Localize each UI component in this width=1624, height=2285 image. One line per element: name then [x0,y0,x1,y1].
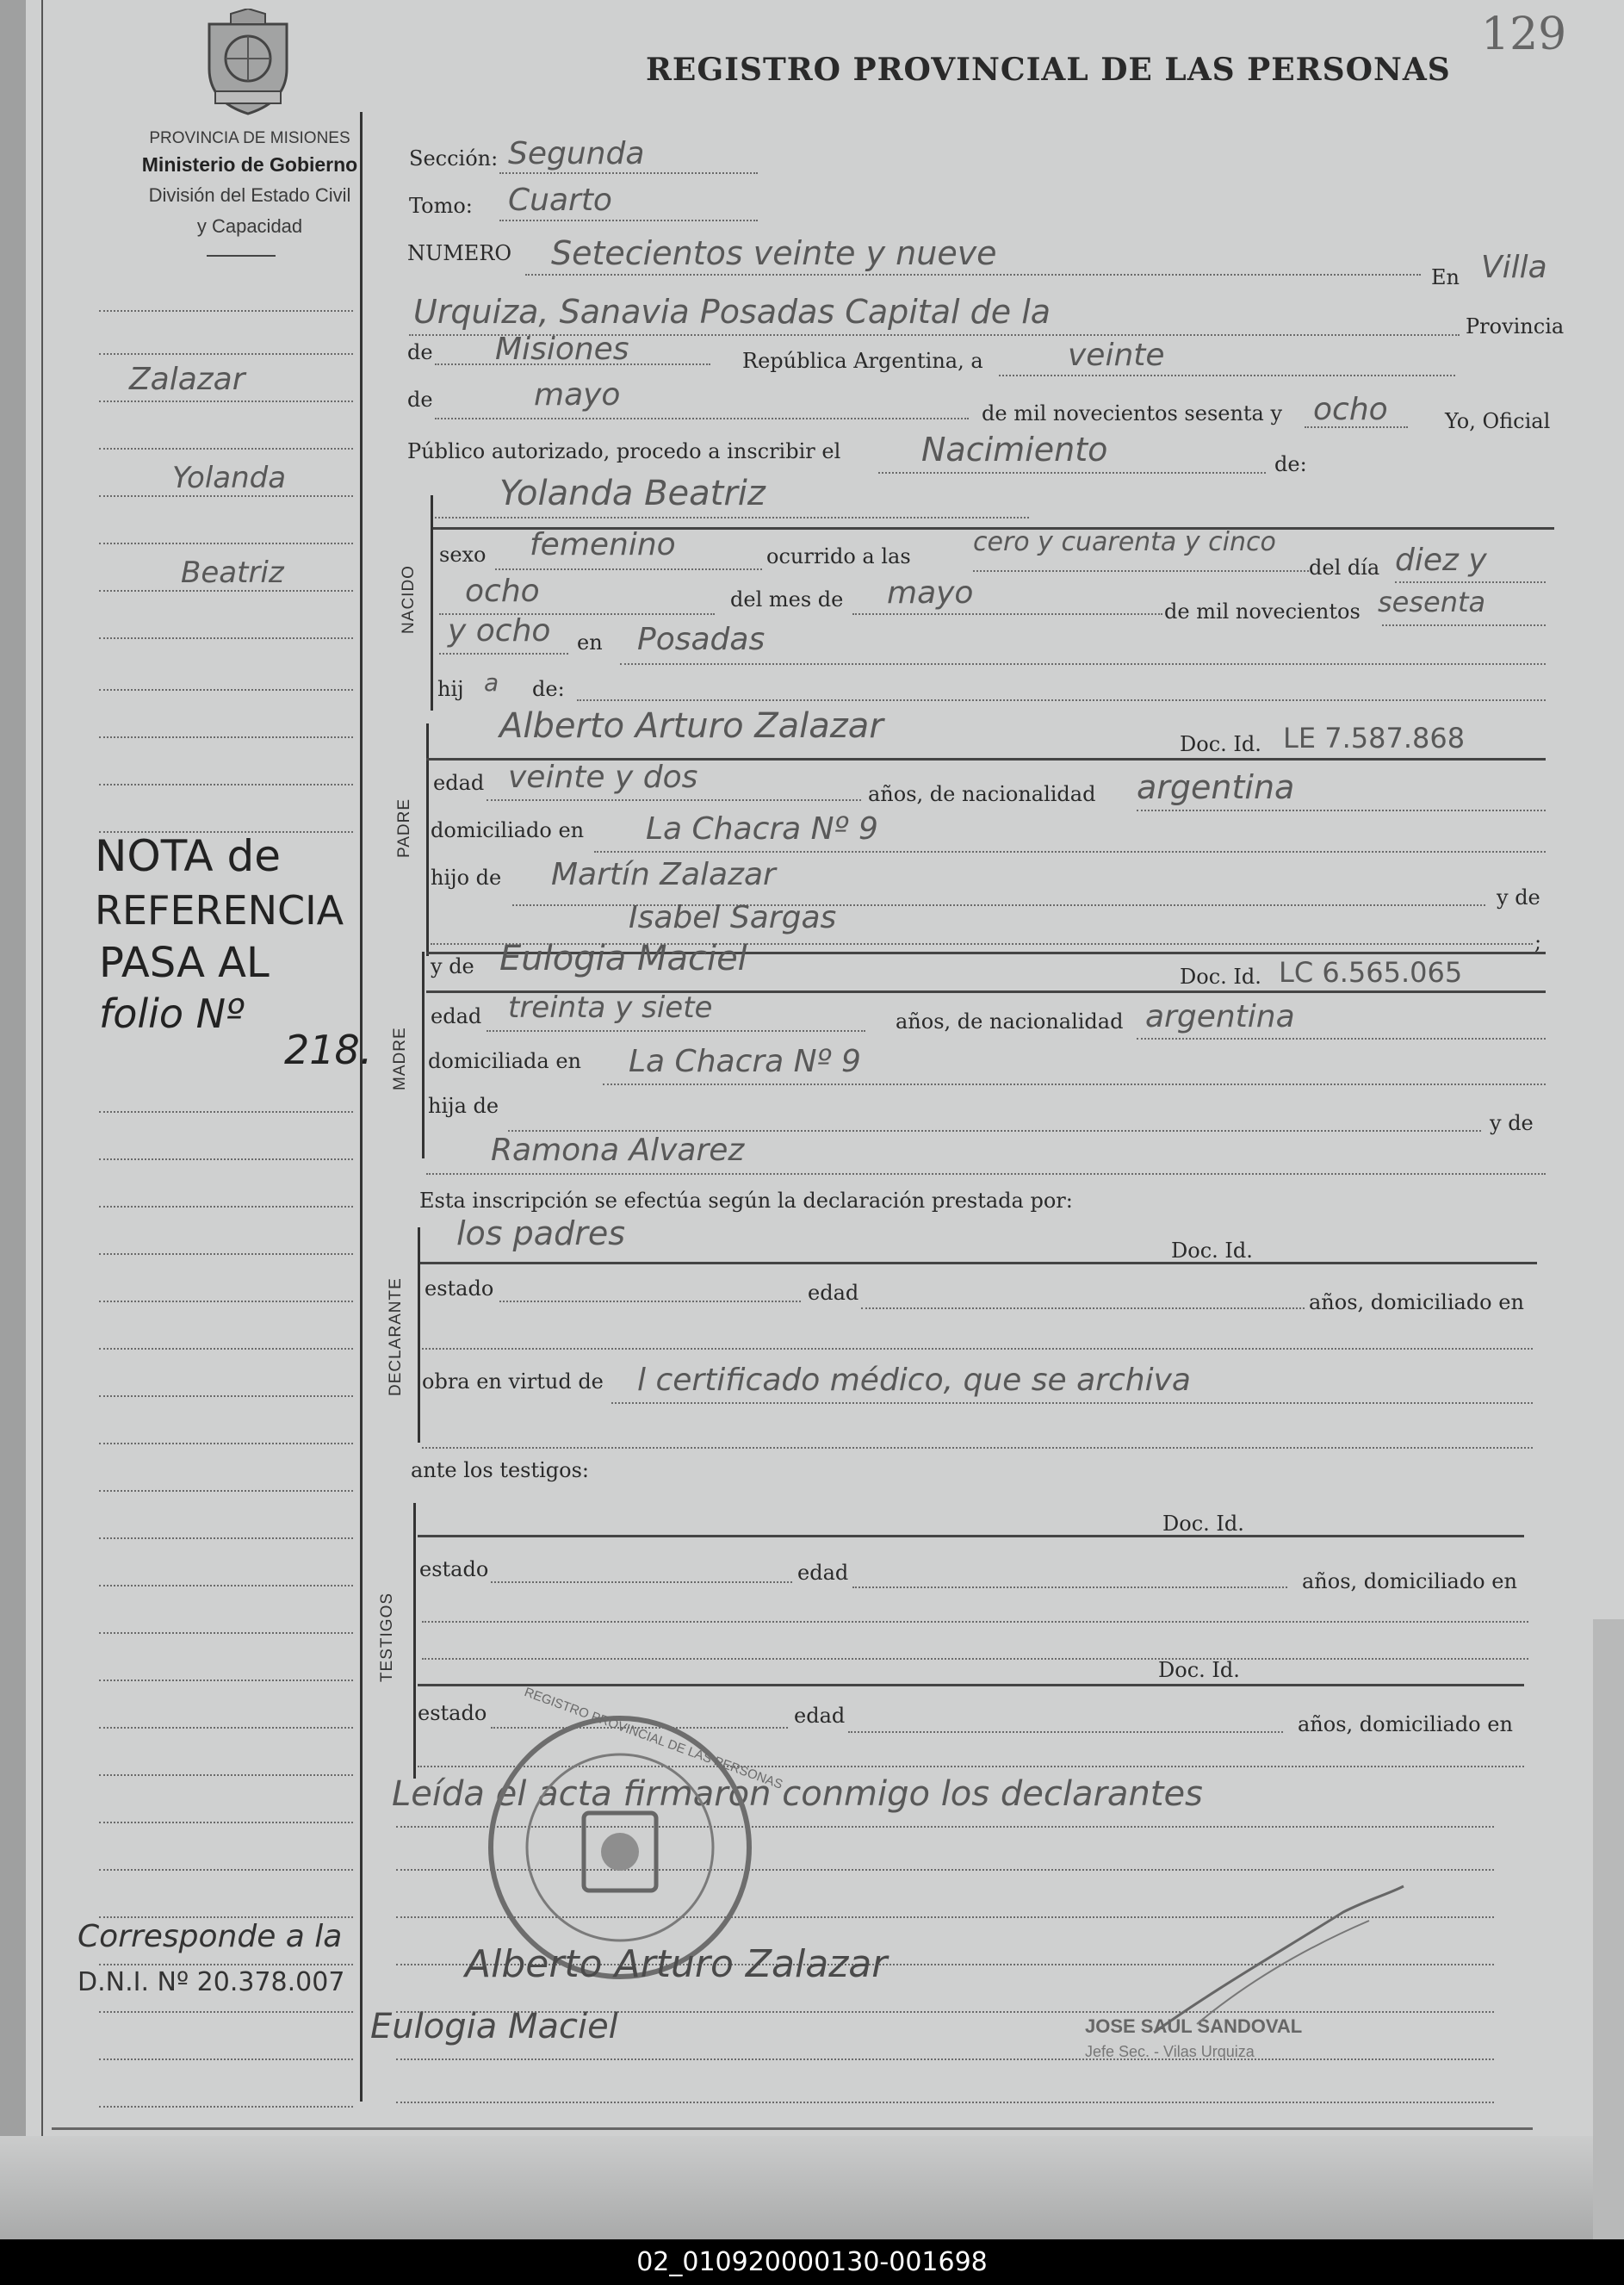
anio-value: sesenta [1378,586,1486,618]
testigo1-estado-field-line [491,1581,792,1583]
numero-value: Setecientos veinte y nueve [551,234,997,272]
official-stamp-name: JOSE SAUL SANDOVAL [1085,2015,1303,2037]
page-binding-edge [0,0,26,2239]
madre-domicilio-value: La Chacra Nº 9 [629,1044,861,1079]
padre-section-label: PADRE [395,798,413,858]
issuer-underline [207,255,276,257]
obra-label: obra en virtud de [422,1369,604,1394]
lugar-value: Posadas [637,622,766,657]
margin-rule [99,590,353,592]
numero-label: NUMERO [407,241,512,265]
signature-father: Alberto Arturo Zalazar [465,1942,888,1986]
declarante-section-label: DECLARANTE [387,1277,405,1396]
testigo2-doc-label: Doc. Id. [1158,1658,1240,1682]
declarante-estado-label: estado [425,1276,494,1301]
declarante-bracket [418,1227,420,1443]
publico-label: Público autorizado, procedo a inscribir el [407,439,841,463]
sexo-label: sexo [439,543,487,567]
padre-y-de-label: y de [1497,885,1540,910]
nacido-en-label: en [577,630,603,655]
madre-doc-label: Doc. Id. [1180,965,1261,989]
testigo1-top-rule [418,1535,1524,1537]
testigo2-edad-field-line [848,1731,1283,1733]
closing-text: Leída el acta firmaron conmigo los declarantes [392,1774,1203,1814]
dia-field-line [1395,581,1546,583]
dia-value: diez y [1395,543,1487,578]
margin-rule [99,1490,353,1492]
testigo1-domicilio-field-line [422,1621,1528,1623]
name-field-line [435,517,1029,518]
margin-surname: Zalazar [129,362,245,397]
obra-cont-field-line [422,1447,1533,1449]
declarante-edad-field-line [861,1307,1305,1309]
month-field-line [435,418,969,419]
padre-y-de-value: Isabel Sargas [629,900,837,935]
margin-rule [99,1206,353,1208]
anio-value-2: y ocho [448,613,551,649]
seccion-value: Segunda [508,136,645,171]
act-field-line [878,472,1266,474]
official-signature-icon [1145,1860,1421,2050]
obra-value: l certificado médico, que se archiva [637,1363,1191,1398]
margin-rule [99,1537,353,1539]
issuer-ministry: Ministerio de Gobierno [141,153,358,176]
declarante-anios-label: años, domiciliado en [1309,1290,1524,1314]
testigo2-top-rule [418,1684,1524,1686]
en-label: En [1431,265,1460,289]
padre-nacionalidad-field-line [1137,810,1546,811]
testigos-bracket [413,1503,416,1779]
sexo-field-line [495,568,762,570]
margin-rule [99,1111,353,1113]
margin-note-line-4: folio Nº [99,990,245,1037]
declarante-estado-field-line [499,1301,801,1302]
declarante-edad-label: edad [808,1281,859,1305]
margin-rule [99,689,353,691]
issuer-division: División del Estado Civil [148,184,351,206]
tomo-value: Cuarto [508,183,612,218]
signature-mother: Eulogia Maciel [370,2007,618,2046]
year-value: ocho [1313,392,1388,427]
testigo1-anios-label: años, domiciliado en [1302,1569,1517,1593]
hij-field-line [577,699,1546,701]
testigo1-estado-label: estado [419,1557,489,1581]
del-dia-label: del día [1309,556,1380,580]
padre-domicilio-label: domiciliado en [431,818,585,842]
closing-line-6 [396,2058,1494,2060]
madre-anios-label: años, de nacionalidad [896,1009,1124,1034]
closing-line-7 [396,2102,1494,2103]
padre-edad-label: edad [433,771,485,795]
madre-edad-field-line [487,1030,865,1032]
place-value: Urquiza, Sanavia Posadas Capital de la [413,293,1051,331]
margin-rule [99,1395,353,1397]
page-bottom-shadow [0,2136,1624,2239]
margin-name-1: Yolanda [172,461,287,495]
madre-nacionalidad-field-line [1137,1038,1546,1040]
madre-nombre-value: Eulogia Maciel [499,939,747,978]
official-stamp-title: Jefe Sec. - Vilas Urquiza [1085,2043,1255,2060]
margin-rule [99,1585,353,1586]
margin-rule [99,1964,353,1965]
sexo-value: femenino [530,527,676,562]
padre-hijo-value: Martín Zalazar [551,857,776,892]
madre-hija-field-line [508,1130,1481,1132]
seccion-field-line [499,172,758,174]
testigo2-name-field-line [422,1658,1528,1660]
lugar-field-line [620,663,1546,665]
madre-section-label: MADRE [391,1027,409,1090]
margin-rule [99,2058,353,2060]
numero-field-line [525,274,1421,276]
madre-edad-label: edad [431,1004,482,1028]
de2-label: de [407,388,433,412]
madre-y-de-label: y de [431,954,474,978]
hij-de-label: de: [532,677,565,701]
madre-edad-value: treinta y siete [508,990,713,1025]
testigo1-edad-label: edad [797,1561,849,1585]
oficial-label: Yo, Oficial [1445,409,1551,433]
bottom-rule [52,2127,1533,2130]
madre-domicilio-field-line [603,1084,1546,1085]
margin-rule [99,1727,353,1729]
declarante-top-rule [418,1262,1537,1264]
padre-edad-value: veinte y dos [508,760,698,795]
document-title: REGISTRO PROVINCIAL DE LAS PERSONAS [646,52,1451,88]
madre-nacionalidad-value: argentina [1145,999,1295,1034]
margin-rule [99,1253,353,1255]
act-value: Nacimiento [921,431,1108,469]
issuer-capacity: y Capacidad [196,215,303,237]
declarante-doc-label: Doc. Id. [1171,1239,1253,1263]
testigos-section-label: TESTIGOS [378,1592,396,1683]
name-value: Yolanda Beatriz [499,474,766,513]
margin-note-folio: 218. [284,1027,373,1073]
nacido-bracket [431,495,433,711]
madre-doc-value: LC 6.565.065 [1279,956,1463,989]
hora-value: cero y cuarenta y cinco [973,527,1276,557]
hij-value: a [484,668,499,697]
margin-name-2: Beatriz [181,556,284,590]
testigo2-edad-label: edad [794,1704,846,1728]
padre-hijo-label: hijo de [431,866,502,890]
day-field-line [999,375,1455,376]
mil-label: de mil novecientos [1164,599,1361,624]
padre-nombre-value: Alberto Arturo Zalazar [499,706,883,746]
margin-rule [99,310,353,312]
margin-rule [99,495,353,497]
margin-rule [99,1632,353,1634]
margin-rule [99,1443,353,1444]
margin-dni: D.N.I. Nº 20.378.007 [77,1967,345,1997]
padre-doc-label: Doc. Id. [1180,732,1261,756]
margin-rule [99,543,353,544]
obra-field-line [611,1402,1533,1404]
margin-rule [99,400,353,402]
padre-semicolon: ; [1534,930,1542,954]
image-id-footer: 02_010920000130-001698 [0,2239,1624,2285]
testigo2-estado-label: estado [418,1701,487,1725]
padre-nacionalidad-value: argentina [1137,768,1295,806]
page-number: 129 [1481,9,1567,60]
margin-rule [99,353,353,355]
margin-rule [99,2106,353,2108]
republica-label: República Argentina, a [742,349,983,373]
madre-bracket [422,952,425,1158]
year-label: de mil novecientos sesenta y [982,401,1283,425]
anio-cont-field-line [439,653,568,655]
margin-rule [99,2011,353,2013]
hij-label: hij [437,677,464,701]
margin-rule [99,448,353,450]
margin-note-line-1: NOTA de [95,831,282,881]
margin-rule [99,1301,353,1302]
testigo2-anios-label: años, domiciliado en [1298,1712,1513,1736]
padre-domicilio-value: La Chacra Nº 9 [646,811,878,847]
nacido-section-label: NACIDO [400,565,418,634]
tomo-label: Tomo: [409,194,473,218]
margin-rule [99,1822,353,1823]
column-divider [360,112,363,2102]
margin-rule [99,1158,353,1160]
ocurrido-label: ocurrido a las [766,544,911,568]
en-value: Villa [1481,250,1547,285]
margin-note-line-3: PASA AL [99,939,270,987]
margin-corresponde: Corresponde a la [77,1919,343,1954]
issuer-province: PROVINCIA DE MISIONES [149,129,350,147]
margin-rule [99,1680,353,1681]
page-right-edge [1593,1619,1624,2239]
madre-y-de2-label: y de [1490,1111,1534,1135]
margin-rule [99,736,353,738]
margin-rule [99,1348,353,1350]
month-value: mayo [534,377,621,413]
mes-field-line [852,613,1162,615]
padre-domicilio-field-line [594,851,1546,853]
margin-rule [99,1916,353,1918]
de-label: de [407,340,433,364]
anio-field-line [1382,624,1546,626]
margin-rule [99,637,353,639]
seccion-label: Sección: [409,146,499,171]
declarante-nombre-value: los padres [456,1214,626,1252]
margin-note-line-2: REFERENCIA [95,887,344,934]
hora-field-line [973,570,1309,572]
padre-edad-field-line [487,799,861,801]
padre-doc-value: LE 7.587.868 [1283,722,1466,754]
day-value: veinte [1068,338,1165,373]
declarante-intro-label: Esta inscripción se efectúa según la declaración prestada por: [419,1189,1073,1213]
de-value: Misiones [495,332,629,367]
madre-abuela-field-line [426,1173,1546,1175]
margin-rule [99,1869,353,1871]
binding-line [41,0,43,2222]
mes-value: mayo [887,575,974,611]
dia-value-2: ocho [465,574,540,609]
margin-rule [99,1774,353,1776]
padre-anios-label: años, de nacionalidad [868,782,1096,806]
madre-hija-label: hija de [428,1094,499,1118]
testigos-intro-label: ante los testigos: [411,1458,590,1482]
de3-label: de: [1274,452,1307,476]
madre-y-de2-value: Ramona Alvarez [491,1133,745,1168]
margin-rule [99,784,353,785]
mes-label: del mes de [730,587,844,612]
provincia-label: Provincia [1466,314,1565,338]
declarante-domicilio-field-line [422,1348,1533,1350]
tomo-field-line [499,220,758,221]
testigo1-edad-field-line [852,1586,1287,1588]
coat-of-arms-icon [196,9,300,116]
madre-domicilio-label: domiciliada en [428,1049,581,1073]
testigo1-doc-label: Doc. Id. [1162,1512,1244,1536]
seal-text: REGISTRO PROVINCIAL DE LAS PERSONAS [522,1685,785,1792]
